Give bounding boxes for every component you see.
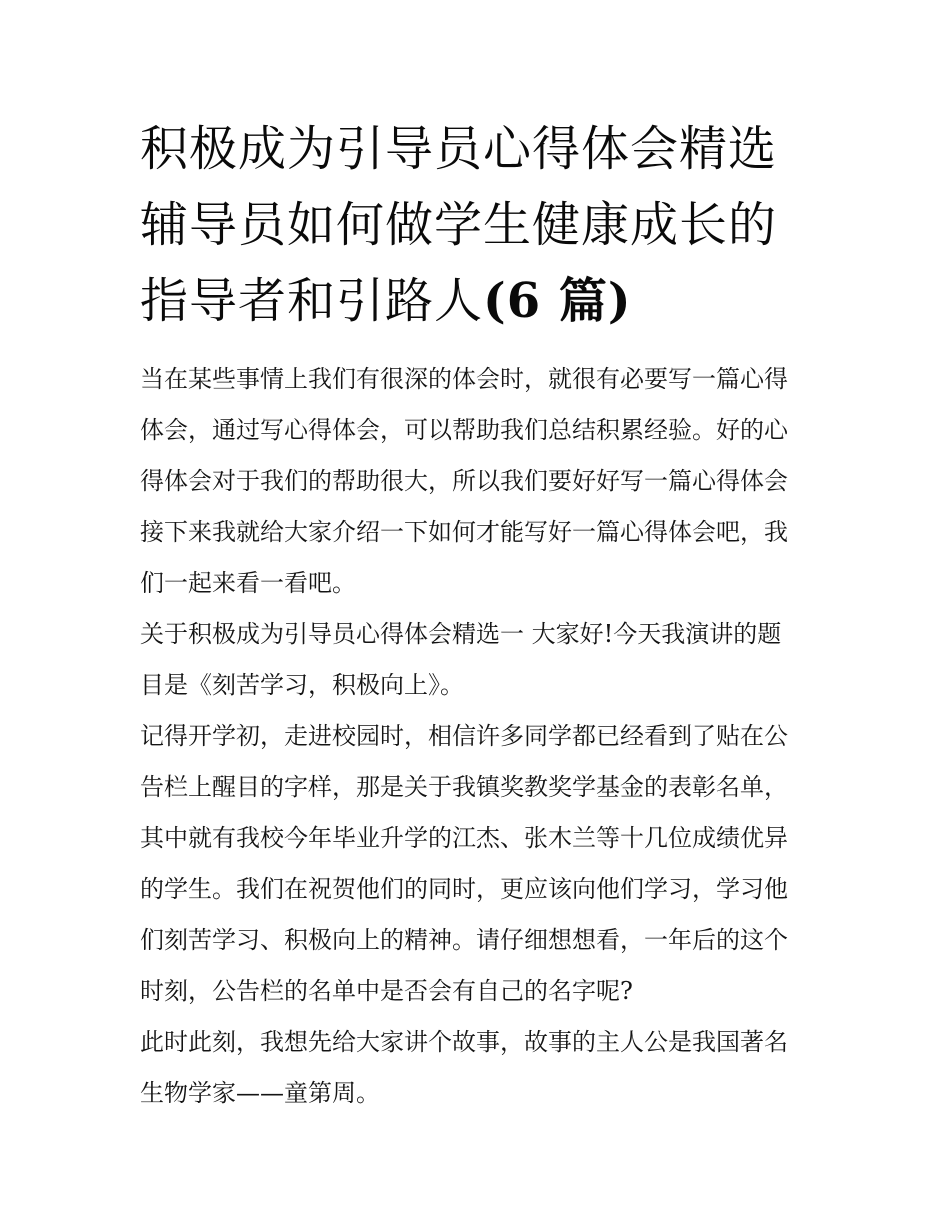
text-line: 此时此刻，我想先给大家讲个故事，故事的主人公是我国著名 — [140, 1028, 788, 1056]
text-line: 目是《刻苦学习，积极向上》。 — [140, 671, 464, 699]
document-title — [140, 111, 820, 339]
text-line: 们一起来看一看吧。 — [140, 569, 356, 597]
title-count: (6 篇) — [483, 273, 632, 329]
title-line: 积极成为引导员心得体会精选 — [140, 121, 778, 177]
paragraph-intro — [140, 354, 820, 609]
text-line: 时刻，公告栏的名单中是否会有自己的名字呢? — [140, 977, 633, 1005]
text-line: 记得开学初，走进校园时，相信许多同学都已经看到了贴在公 — [140, 722, 788, 750]
text-line: 生物学家——童第周。 — [140, 1079, 380, 1107]
text-line: 的学生。我们在祝贺他们的同时，更应该向他们学习，学习他 — [140, 875, 788, 903]
text-line: 得体会对于我们的帮助很大，所以我们要好好写一篇心得体会 — [140, 467, 788, 495]
text-line: 告栏上醒目的字样，那是关于我镇奖教奖学基金的表彰名单， — [140, 773, 788, 801]
text-line: 体会，通过写心得体会，可以帮助我们总结积累经验。好的心 — [140, 416, 788, 444]
text-line: 当在某些事情上我们有很深的体会时，就很有必要写一篇心得 — [140, 365, 788, 393]
text-line: 关于积极成为引导员心得体会精选一 大家好!今天我演讲的题 — [140, 620, 782, 648]
text-line: 们刻苦学习、积极向上的精神。请仔细想想看，一年后的这个 — [140, 926, 788, 954]
title-line: 辅导员如何做学生健康成长的 — [140, 197, 778, 253]
paragraph-school-memory — [140, 711, 820, 1017]
title-line — [140, 263, 820, 339]
text-line: 接下来我就给大家介绍一下如何才能写好一篇心得体会吧，我 — [140, 518, 788, 546]
paragraph-speech-opening — [140, 609, 820, 711]
title-line-text: 指导者和引路人 — [140, 273, 484, 329]
document-body — [140, 354, 820, 1119]
text-line: 其中就有我校今年毕业升学的江杰、张木兰等十几位成绩优异 — [140, 824, 788, 852]
paragraph-story-intro — [140, 1017, 820, 1119]
